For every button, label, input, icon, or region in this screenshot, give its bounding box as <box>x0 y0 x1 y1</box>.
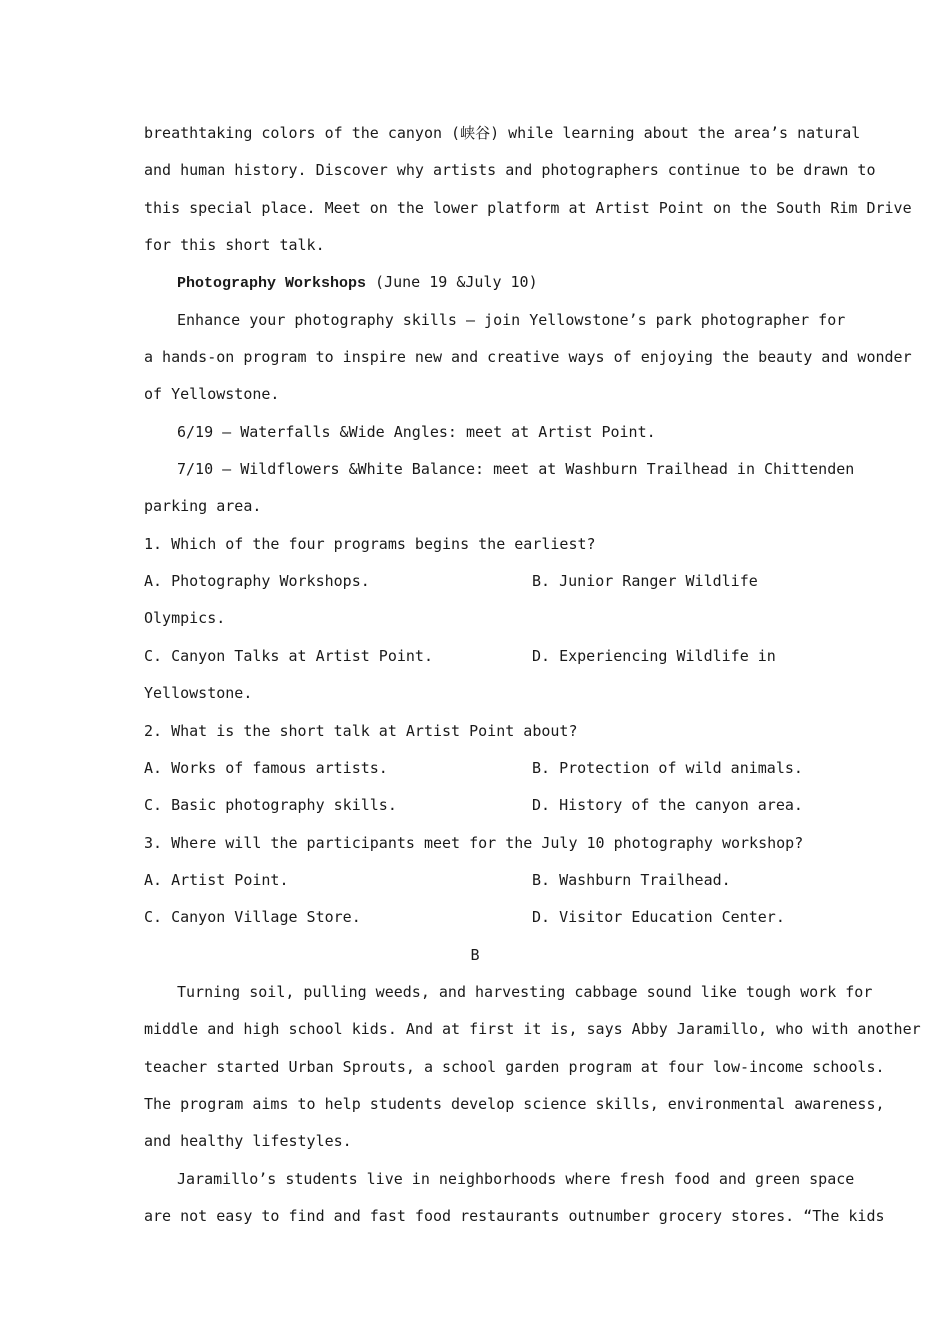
passage-a-line: and human history. Discover why artists and photographers continue to be drawn to <box>144 161 876 180</box>
question-2-options-cd <box>144 787 806 824</box>
option-a: A. Works of famous artists. <box>144 758 388 777</box>
option-c: C. Basic photography skills. <box>144 796 397 815</box>
passage-b-line: Turning soil, pulling weeds, and harvesting cabbage sound like tough work for <box>177 982 873 1001</box>
passage-b-line: middle and high school kids. And at first it is, says Abby Jaramillo, who with another <box>144 1020 921 1039</box>
question-1-options-ab <box>144 563 806 600</box>
option-d: D. Visitor Education Center. <box>532 908 785 927</box>
question-3-options-ab <box>144 862 806 899</box>
question-1-options-cd <box>144 638 806 675</box>
option-c: C. Canyon Village Store. <box>144 908 361 927</box>
option-a: A. Artist Point. <box>144 870 289 889</box>
option-b: B. Protection of wild animals. <box>532 758 803 777</box>
workshop-session-2-cont: parking area. <box>144 497 262 516</box>
workshop-line: of Yellowstone. <box>144 385 280 404</box>
workshop-heading <box>144 264 806 301</box>
workshop-title: Photography Workshops <box>177 275 367 293</box>
workshop-session-2: 7/10 — Wildflowers &White Balance: meet at Washburn Trailhead in Chittenden <box>177 460 855 479</box>
option-d: D. History of the canyon area. <box>532 796 803 815</box>
option-b: B. Junior Ranger Wildlife <box>532 572 758 591</box>
passage-a-line: for this short talk. <box>144 236 325 255</box>
option-d: D. Experiencing Wildlife in <box>532 646 776 665</box>
passage-b-line: and healthy lifestyles. <box>144 1132 352 1151</box>
section-heading-b: B <box>470 945 480 964</box>
option-a: A. Photography Workshops. <box>144 572 370 591</box>
question-1: 1. Which of the four programs begins the earliest? <box>144 534 596 553</box>
option-d-continued: Yellowstone. <box>144 684 253 703</box>
passage-b-line: Jaramillo’s students live in neighborhoods where fresh food and green space <box>177 1169 855 1188</box>
workshop-dates: (June 19 &July 10) <box>366 273 538 292</box>
option-b: B. Washburn Trailhead. <box>532 870 731 889</box>
option-c: C. Canyon Talks at Artist Point. <box>144 646 433 665</box>
question-3: 3. Where will the participants meet for the July 10 photography workshop? <box>144 833 804 852</box>
workshop-line: a hands-on program to inspire new and creative ways of enjoying the beauty and wonder <box>144 348 912 367</box>
question-2-options-ab <box>144 750 806 787</box>
question-3-options-cd <box>144 899 806 936</box>
passage-b-line: The program aims to help students develop science skills, environmental awareness, <box>144 1094 885 1113</box>
passage-b-line: teacher started Urban Sprouts, a school garden program at four low-income schools. <box>144 1057 885 1076</box>
question-2: 2. What is the short talk at Artist Point about? <box>144 721 578 740</box>
passage-a-line: this special place. Meet on the lower platform at Artist Point on the South Rim Drive <box>144 198 912 217</box>
document-page <box>144 115 921 1235</box>
passage-a-line: breathtaking colors of the canyon (峡谷) while learning about the area’s natural <box>144 124 861 142</box>
workshop-line: Enhance your photography skills — join Yellowstone’s park photographer for <box>177 310 846 329</box>
option-b-continued: Olympics. <box>144 609 226 628</box>
passage-b-line: are not easy to find and fast food restaurants outnumber grocery stores. “The kids <box>144 1206 885 1225</box>
workshop-session-1: 6/19 — Waterfalls &Wide Angles: meet at Artist Point. <box>177 422 656 441</box>
